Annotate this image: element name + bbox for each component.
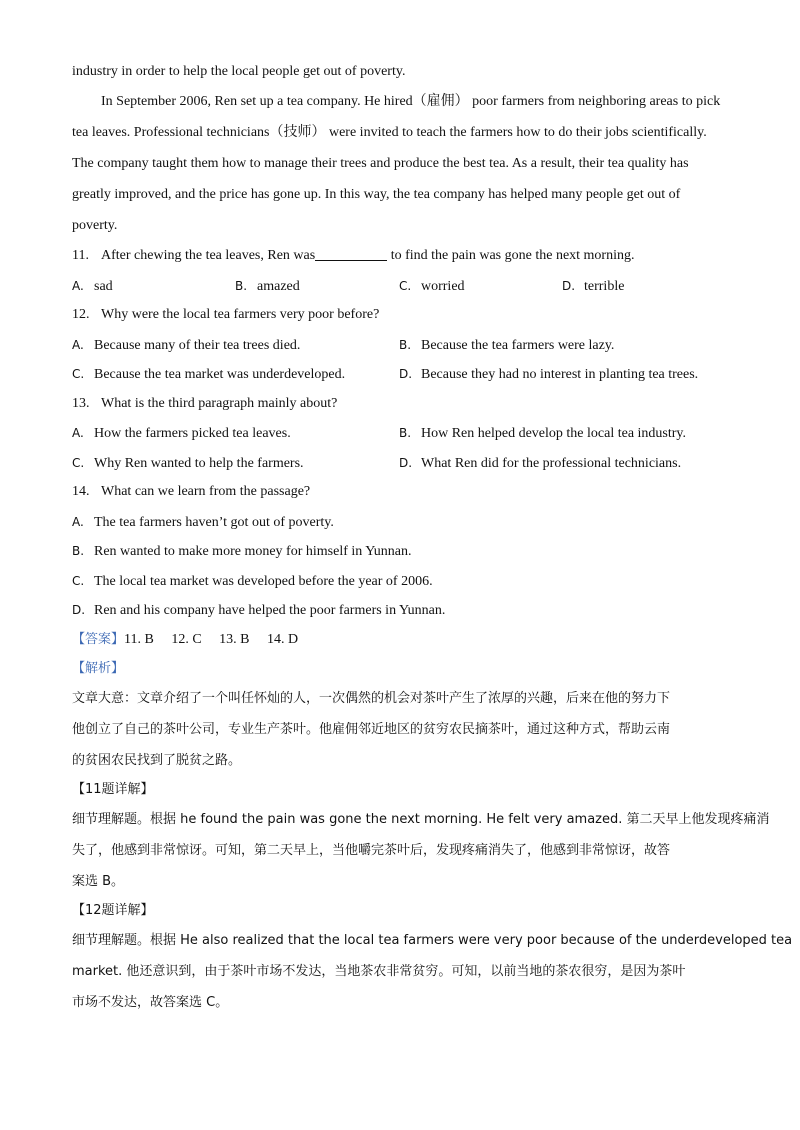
question-stem: What is the third paragraph mainly about? [101,396,338,411]
option-d [562,276,624,297]
option-text: Why Ren wanted to help the farmers. [94,456,304,471]
option-a [72,423,291,444]
option-text: The local tea market was developed before the year of 2006. [94,574,433,589]
passage-paragraph-start: In September 2006, Ren set up a tea company. He hired（雇佣） poor farmers from neighboring areas to pick [101,94,721,109]
q11-detail-line: 失了，他感到非常惊讶。可知，第二天早上，当他嚼完茶叶后，发现疼痛消失了，他感到非常惊讶，故答 [72,843,671,858]
option-letter: C. [72,456,85,470]
option-c [399,276,465,297]
passage-line: The company taught them how to manage their trees and produce the best tea. As a result, their tea quality has [72,156,689,171]
option-letter: D. [399,456,413,470]
option-letter: A. [72,515,84,529]
analysis-line [72,659,124,679]
option-text: Ren and his company have helped the poor farmers in Yunnan. [94,603,446,618]
option-text: The tea farmers haven’t got out of poverty. [94,515,334,530]
question-stem: What can we learn from the passage? [101,484,311,499]
question-12 [72,305,379,325]
option-a [72,512,334,533]
option-letter: B. [72,544,85,558]
passage-line: tea leaves. Professional technicians（技师） were invited to teach the farmers how to do their jobs scientifically. [72,125,707,140]
option-letter: A. [72,426,84,440]
option-text: sad [94,279,113,294]
option-letter: C. [72,367,85,381]
question-stem-part: After chewing the tea leaves, Ren was [101,248,316,263]
option-text: Because the tea farmers were lazy. [421,338,615,353]
passage-line: poverty. [72,218,118,233]
option-c [72,364,345,385]
option-letter: B. [399,338,412,352]
option-letter: B. [235,279,248,293]
option-b [399,335,614,356]
option-letter: A. [72,338,84,352]
question-number: 14. [72,484,90,499]
option-letter: C. [72,574,85,588]
question-number: 12. [72,307,90,322]
option-d [72,600,445,621]
option-letter: D. [399,367,413,381]
answer-blank [315,246,387,261]
summary-line: 的贫困农民找到了脱贫之路。 [72,753,242,768]
option-text: worried [421,279,465,294]
option-text: How the farmers picked tea leaves. [94,426,291,441]
summary-line: 他创立了自己的茶叶公司，专业生产茶叶。他雇佣邻近地区的贫穷农民摘茶叶，通过这种方式，帮助云南 [72,722,671,737]
answer-line [72,630,298,650]
option-letter: A. [72,279,84,293]
answer-tag: 【答案】 [72,632,125,647]
question-stem-part: to find the pain was gone the next morning. [390,248,635,263]
option-c [72,453,304,474]
option-letter: C. [399,279,412,293]
option-c [72,571,433,592]
passage-line: industry in order to help the local people get out of poverty. [72,64,406,79]
option-letter: D. [562,279,576,293]
question-11 [72,246,635,266]
analysis-tag: 【解析】 [72,661,125,676]
q12-detail-line: 细节理解题。根据 He also realized that the local tea farmers were very poor because of the underdeveloped tea [72,933,793,948]
option-text: Because many of their tea trees died. [94,338,301,353]
option-b [399,423,686,444]
q12-detail-line: 市场不发达，故答案选 C。 [72,995,229,1010]
q11-detail-heading: 【11题详解】 [72,782,154,797]
question-number: 13. [72,396,90,411]
question-stem: Why were the local tea farmers very poor before? [101,307,380,322]
question-14 [72,482,310,502]
question-number: 11. [72,248,89,263]
q12-detail-heading: 【12题详解】 [72,903,154,918]
option-d [399,453,681,474]
summary-line: 文章大意：文章介绍了一个叫任怀灿的人，一次偶然的机会对茶叶产生了浓厚的兴趣，后来在他的努力下 [72,691,671,706]
option-text: Because they had no interest in planting tea trees. [421,367,699,382]
option-letter: D. [72,603,86,617]
option-text: Because the tea market was underdeveloped. [94,367,346,382]
option-text: terrible [584,279,625,294]
option-text: How Ren helped develop the local tea industry. [421,426,687,441]
question-13 [72,394,337,414]
option-b [235,276,300,297]
option-d [399,364,698,385]
option-b [72,541,412,562]
passage-line: greatly improved, and the price has gone up. In this way, the tea company has helped many people get out of [72,187,681,202]
q11-detail-line: 细节理解题。根据 he found the pain was gone the next morning. He felt very amazed. 第二天早上他发现疼痛消 [72,812,770,827]
option-letter: B. [399,426,412,440]
option-a [72,276,113,297]
option-text: What Ren did for the professional technicians. [421,456,682,471]
q12-detail-line: market. 他还意识到，由于茶叶市场不发达，当地茶农非常贫穷。可知，以前当地的茶农很穷，是因为茶叶 [72,964,686,979]
option-a [72,335,300,356]
option-text: amazed [257,279,300,294]
option-text: Ren wanted to make more money for himself in Yunnan. [94,544,412,559]
answer-text: 11. B 12. C 13. B 14. D [124,632,299,647]
q11-detail-line: 案选 B。 [72,874,125,889]
